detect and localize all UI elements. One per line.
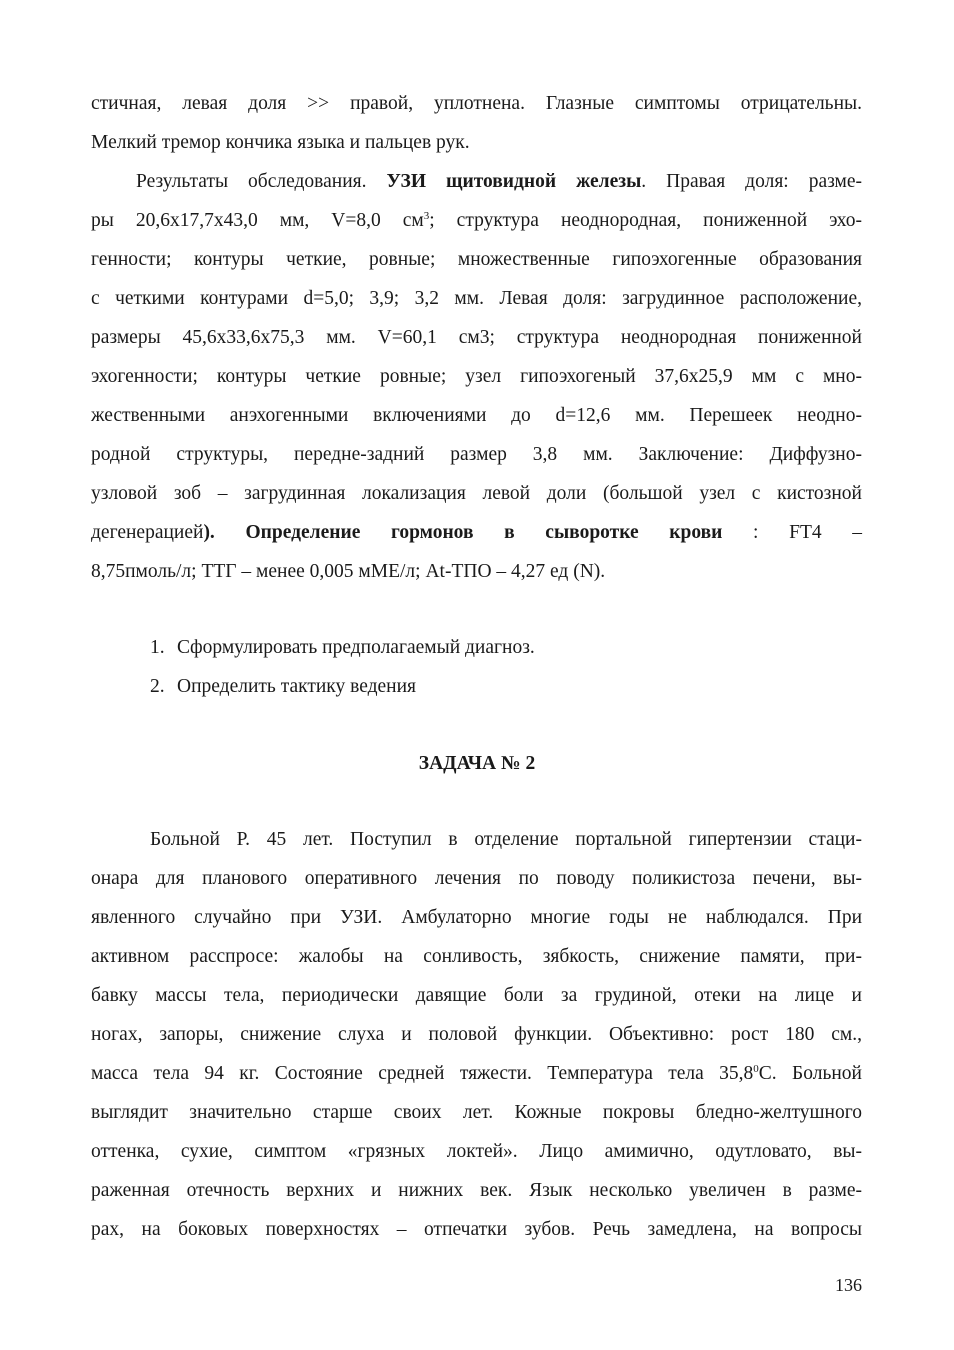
text-line: раженная отечность верхних и нижних век. Язык несколько увеличен в разме-: [91, 1180, 862, 1201]
list-item: 1. Сформулировать предполагаемый диагноз.: [150, 637, 535, 658]
text-line: Больной Р. 45 лет. Поступил в отделение портальной гипертензии стаци-: [150, 829, 862, 850]
text-line: эхогенности; контуры четкие ровные; узел гипоэхогеный 37,6х25,9 мм с мно-: [91, 366, 862, 387]
text-line: бавку массы тела, периодически давящие боли за грудиной, отеки на лице и: [91, 985, 862, 1006]
text-line: онара для планового оперативного лечения по поводу поликистоза печени, вы-: [91, 868, 862, 889]
page-number: 136: [835, 1275, 862, 1295]
text-line: ры 20,6х17,7х43,0 мм, V=8,0 $см^3$; структура неоднородная, пониженной эхо-: [91, 210, 862, 231]
text-line: Мелкий тремор кончика языка и пальцев рук.: [91, 132, 470, 153]
text-line: жественными анэхогенными включениями до d=12,6 мм. Перешеек неодно-: [91, 405, 862, 426]
text-line: дегенерацией). Определение гормонов в сыворотке крови : FT4 –: [91, 522, 863, 543]
text-line: размеры 45,6х33,6х75,3 мм. V=60,1 см3; структура неоднородная пониженной: [91, 327, 862, 348]
text-line: генности; контуры четкие, ровные; множественные гипоэхогенные образования: [91, 249, 862, 270]
text-line: активном расспросе: жалобы на сонливость, зябкость, снижение памяти, при-: [91, 946, 862, 967]
text-line: с четкими контурами d=5,0; 3,9; 3,2 мм. Левая доля: загрудинное расположение,: [91, 288, 862, 309]
text-line: родной структуры, передне-задний размер 3,8 мм. Заключение: Диффузно-: [91, 444, 862, 465]
text-line: оттенка, сухие, симптом «грязных локтей». Лицо амимично, одутловато, вы-: [91, 1141, 862, 1162]
text-line: масса тела 94 кг. Состояние средней тяжести. Температура тела 35,8$^0$С. Больной: [91, 1063, 862, 1084]
text-line: выглядит значительно старше своих лет. Кожные покровы бледно-желтушного: [91, 1102, 862, 1123]
task-heading: ЗАДАЧА № 2: [418, 753, 536, 774]
text-line: узловой зоб – загрудинная локализация левой доли (большой узел с кистозной: [91, 483, 862, 504]
results-label: Результаты обследования.: [136, 171, 367, 192]
text-line: 8,75пмоль/л; ТТГ – менее 0,005 мМЕ/л; At-ТПО – 4,27 ед (N).: [91, 561, 606, 582]
text-line: стичная, левая доля >> правой, уплотнена. Глазные симптомы отрицательны.: [91, 93, 862, 114]
list-item: 2. Определить тактику ведения: [150, 676, 417, 697]
uzi-label: УЗИ щитовидной железы: [386, 171, 642, 192]
text-line: ногах, запоры, снижение слуха и половой функции. Объективно: рост 180 см.,: [91, 1024, 862, 1045]
text-line: рах, на боковых поверхностях – отпечатки зубов. Речь замедлена, на вопросы: [91, 1219, 862, 1240]
text-line: Результаты обследования. УЗИ щитовидной железы. Правая доля: разме-: [136, 171, 863, 192]
text-line: явленного случайно при УЗИ. Амбулаторно многие годы не наблюдался. При: [91, 907, 862, 928]
hormones-label: Определение гормонов в сыворотке крови: [245, 522, 723, 543]
